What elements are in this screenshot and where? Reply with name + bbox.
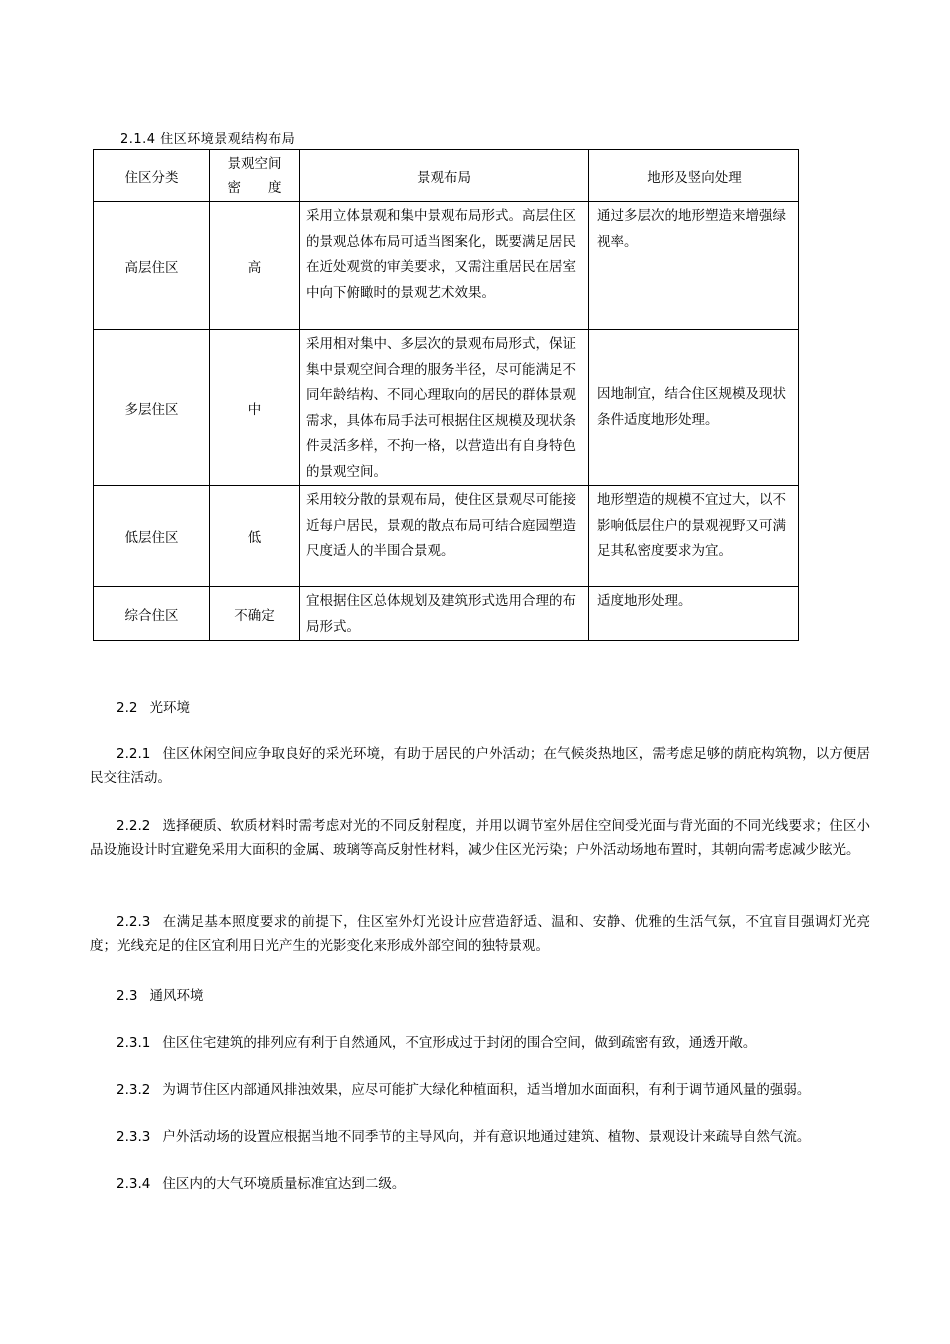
row-layout: 宜根据住区总体规划及建筑形式选用合理的布局形式。 — [300, 587, 589, 641]
row-density: 高 — [210, 202, 300, 330]
table-title: 2.1.4 住区环境景观结构布局 — [120, 132, 296, 147]
paragraph-2-2-1 — [90, 742, 870, 790]
clause-text: 住区内的大气环境质量标准宜达到二级。 — [162, 1176, 406, 1192]
row-layout: 采用立体景观和集中景观布局形式。高层住区的景观总体布局可适当图案化，既要满足居民在近处观赏的审美要求，又需注重居民在居室中向下俯瞰时的景观艺术效果。 — [300, 202, 589, 330]
clause-text: 住区住宅建筑的排列应有利于自然通风，不宜形成过于封闭的围合空间，做到疏密有致，通透开敞。 — [162, 1035, 757, 1051]
table-row — [94, 486, 799, 587]
clause-text: 住区休闲空间应争取良好的采光环境，有助于居民的户外活动；在气候炎热地区，需考虑足够的荫庇构筑物，以方便居民交往活动。 — [90, 746, 870, 786]
paragraph-2-3-2 — [90, 1078, 870, 1102]
row-density: 不确定 — [210, 587, 300, 641]
clause-number: 2.2.3 — [116, 914, 151, 930]
row-terrain: 因地制宜，结合住区规模及现状条件适度地形处理。 — [589, 330, 799, 486]
header-density — [210, 150, 300, 202]
paragraph-2-2-3 — [90, 910, 870, 958]
section-title: 通风环境 — [149, 988, 204, 1004]
header-density-line1: 景观空间 — [227, 155, 282, 172]
clause-text: 户外活动场的设置应根据当地不同季节的主导风向，并有意识地通过建筑、植物、景观设计来疏导自然气流。 — [162, 1129, 811, 1145]
clause-number: 2.2.1 — [116, 746, 151, 762]
row-terrain: 通过多层次的地形塑造来增强绿视率。 — [589, 202, 799, 330]
row-layout: 采用较分散的景观布局，使住区景观尽可能接近每户居民，景观的散点布局可结合庭园塑造尺度适人的半围合景观。 — [300, 486, 589, 587]
section-heading-2-2 — [90, 696, 870, 720]
paragraph-2-3-4 — [90, 1172, 870, 1196]
row-terrain: 地形塑造的规模不宜过大，以不影响低层住户的景观视野又可满足其私密度要求为宜。 — [589, 486, 799, 587]
section-number: 2.3 — [116, 988, 138, 1004]
clause-number: 2.3.3 — [116, 1129, 151, 1145]
table-row — [94, 330, 799, 486]
row-category: 多层住区 — [94, 330, 210, 486]
table-row — [94, 202, 799, 330]
header-layout: 景观布局 — [300, 150, 589, 202]
clause-text: 选择硬质、软质材料时需考虑对光的不同反射程度，并用以调节室外居住空间受光面与背光面的不同光线要求；住区小品设施设计时宜避免采用大面积的金属、玻璃等高反射性材料，减少住区光污染；户外活动场地布置时，其朝向需考虑减少眩光。 — [90, 818, 870, 858]
clause-text: 为调节住区内部通风排浊效果，应尽可能扩大绿化种植面积，适当增加水面面积，有利于调节通风量的强弱。 — [162, 1082, 811, 1098]
clause-number: 2.3.4 — [116, 1176, 151, 1192]
table-header-row — [94, 150, 799, 202]
clause-text: 在满足基本照度要求的前提下，住区室外灯光设计应营造舒适、温和、安静、优雅的生活气氛，不宜盲目强调灯光亮度；光线充足的住区宜利用日光产生的光影变化来形成外部空间的独特景观。 — [90, 914, 870, 954]
row-layout: 采用相对集中、多层次的景观布局形式，保证集中景观空间合理的服务半径，尽可能满足不同年龄结构、不同心理取向的居民的群体景观需求，具体布局手法可根据住区规模及现状条件灵活多样，不拘一格，以营造出有自身特色的景观空间。 — [300, 330, 589, 486]
paragraph-2-3-3 — [90, 1125, 870, 1149]
clause-number: 2.3.1 — [116, 1035, 151, 1051]
section-title: 光环境 — [149, 700, 190, 716]
clause-number: 2.2.2 — [116, 818, 151, 834]
row-terrain: 适度地形处理。 — [589, 587, 799, 641]
row-category: 低层住区 — [94, 486, 210, 587]
row-category: 高层住区 — [94, 202, 210, 330]
section-number: 2.2 — [116, 700, 138, 716]
header-density-line2: 密 度 — [227, 179, 282, 196]
row-density: 中 — [210, 330, 300, 486]
header-category: 住区分类 — [94, 150, 210, 202]
row-category: 综合住区 — [94, 587, 210, 641]
paragraph-2-3-1 — [90, 1031, 870, 1055]
clause-number: 2.3.2 — [116, 1082, 151, 1098]
table-row — [94, 587, 799, 641]
section-heading-2-3 — [90, 984, 870, 1008]
paragraph-2-2-2 — [90, 814, 870, 862]
row-density: 低 — [210, 486, 300, 587]
header-terrain: 地形及竖向处理 — [589, 150, 799, 202]
landscape-layout-table — [93, 149, 799, 641]
